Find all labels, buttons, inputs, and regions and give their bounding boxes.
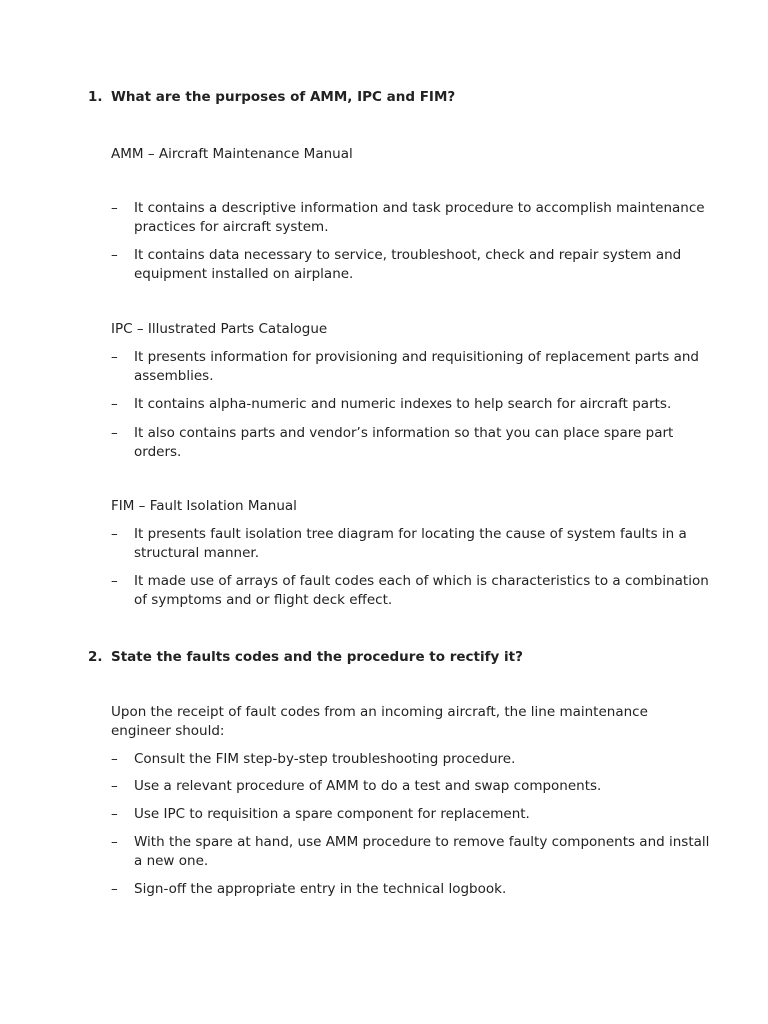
list-item — [111, 424, 711, 461]
list-item — [111, 805, 711, 824]
bullet-marker: – — [111, 425, 118, 441]
question-text: What are the purposes of AMM, IPC and FIM? — [111, 89, 456, 105]
list-item-text: It contains alpha-numeric and numeric indexes to help search for aircraft parts. — [134, 396, 672, 412]
section-heading-ipc: IPC – Illustrated Parts Catalogue — [111, 321, 328, 337]
list-item-text: It also contains parts and vendor’s information so that you can place spare part orders. — [134, 425, 674, 460]
section-heading-amm: AMM – Aircraft Maintenance Manual — [111, 146, 353, 162]
bullet-marker: – — [111, 573, 118, 589]
list-item — [111, 348, 711, 385]
list-item-text: Sign-off the appropriate entry in the technical logbook. — [134, 881, 507, 897]
bullet-marker: – — [111, 881, 118, 897]
section-heading-fim: FIM – Fault Isolation Manual — [111, 498, 297, 514]
list-item — [111, 395, 711, 414]
bullet-marker: – — [111, 396, 118, 412]
list-item-text: It presents fault isolation tree diagram for locating the cause of system faults in a structural manner. — [134, 526, 687, 561]
list-item — [111, 833, 711, 870]
intro-paragraph: Upon the receipt of fault codes from an incoming aircraft, the line maintenance engineer should: — [111, 704, 648, 739]
list-item-text: Use a relevant procedure of AMM to do a test and swap components. — [134, 778, 602, 794]
list-item-text: Use IPC to requisition a spare component for replacement. — [134, 806, 530, 822]
bullet-marker: – — [111, 200, 118, 216]
bullet-marker: – — [111, 349, 118, 365]
list-item-text: Consult the FIM step-by-step troubleshooting procedure. — [134, 751, 516, 767]
list-item — [111, 572, 711, 609]
list-item — [111, 246, 711, 283]
question-number: 2. — [88, 649, 103, 665]
question-number: 1. — [88, 89, 103, 105]
question-2 — [88, 648, 728, 666]
question-1 — [88, 88, 728, 106]
bullet-marker: – — [111, 751, 118, 767]
list-item — [111, 750, 711, 769]
list-item-text: It contains a descriptive information and task procedure to accomplish maintenance practices for aircraft system. — [134, 200, 705, 235]
list-item-text: With the spare at hand, use AMM procedure to remove faulty components and install a new one. — [134, 834, 710, 869]
list-item — [111, 199, 711, 236]
bullet-marker: – — [111, 526, 118, 542]
list-item-text: It presents information for provisioning and requisitioning of replacement parts and assemblies. — [134, 349, 699, 384]
question-text: State the faults codes and the procedure to rectify it? — [111, 649, 523, 665]
bullet-marker: – — [111, 247, 118, 263]
list-item — [111, 525, 711, 562]
bullet-marker: – — [111, 806, 118, 822]
list-item — [111, 777, 711, 796]
list-item-text: It made use of arrays of fault codes each of which is characteristics to a combination of symptoms and or flight deck effect. — [134, 573, 709, 608]
list-item-text: It contains data necessary to service, troubleshoot, check and repair system and equipment installed on airplane. — [134, 247, 682, 282]
bullet-marker: – — [111, 834, 118, 850]
bullet-marker: – — [111, 778, 118, 794]
list-item — [111, 880, 711, 899]
